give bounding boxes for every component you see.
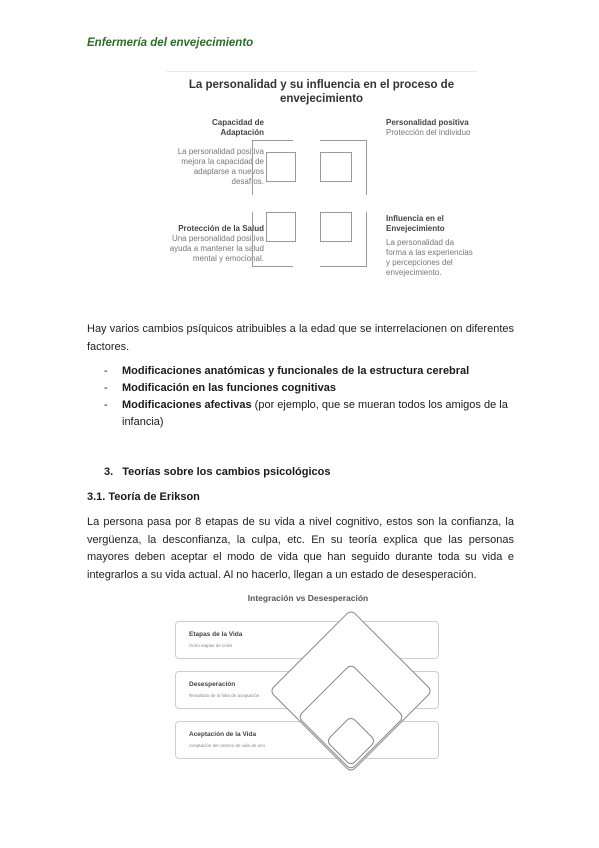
card-title: Etapas de la Vida — [189, 631, 243, 638]
quadrant-title: Capacidad de Adaptación — [211, 118, 264, 137]
bullet-rest: (por ejemplo, que se mueran todos los amigos de la infancia) — [122, 399, 508, 428]
bullet-dash: - — [104, 399, 108, 411]
section-title: Teorías sobre los cambios psicológicos — [122, 466, 331, 478]
quadrant-title: Influencia en el Envejecimiento — [386, 214, 445, 233]
bullet-bold: Modificaciones anatómicas y funcionales de la estructura cerebral — [122, 365, 470, 377]
square-bl — [266, 212, 296, 242]
figure-title: La personalidad y su influencia en el proceso de envejecimiento — [188, 79, 455, 105]
card-desc: Aceptación del camino de vida de uno — [189, 743, 266, 748]
card-desc: Ocho etapas de crisis — [189, 643, 233, 648]
quadrant-bottom-left — [166, 224, 264, 264]
bullet-list — [104, 363, 519, 431]
card-title: Aceptación de la Vida — [189, 731, 257, 738]
section-number: 3. — [104, 466, 114, 478]
figure-title: Integración vs Desesperación — [247, 593, 369, 603]
card-title: Desesperación — [189, 681, 236, 688]
intro-paragraph: Hay varios cambios psíquicos atribuibles a la edad que se interrelacionen on diferentes factores. — [87, 323, 514, 353]
document-header: Enfermería del envejecimiento — [87, 37, 254, 49]
square-tl — [266, 152, 296, 182]
quadrant-top-right — [386, 118, 476, 138]
personality-figure — [166, 70, 477, 298]
quadrant-bottom-right — [386, 214, 474, 278]
quadrant-top-left — [168, 118, 264, 187]
quadrant-title: Personalidad positiva — [386, 118, 469, 127]
section-heading-3 — [104, 466, 331, 478]
list-item — [104, 380, 519, 397]
figure-divider — [166, 71, 477, 72]
erikson-paragraph: La persona pasa por 8 etapas de su vida a nivel cognitivo, estos son la confianza, la vergüenza, la desconfianza, la culpa, etc. En su teoría explica que las personas mayores deben aceptar el modo de vida que han seguido durante toda su vida e integrarlos a su vida actual. Al no hacerlo, llegan a un estado de desesperación. — [87, 516, 514, 581]
section-heading-3-1: 3.1. Teoría de Erikson — [87, 491, 200, 503]
square-tr — [320, 152, 352, 182]
bullet-bold: Modificaciones afectivas — [122, 399, 252, 411]
card-desc: Resultado de la falta de aceptación — [189, 693, 260, 698]
quadrant-graphic — [252, 140, 374, 268]
square-br — [320, 212, 352, 242]
quadrant-desc: La personalidad da forma a las experiencias y percepciones del envejecimiento. — [386, 238, 473, 277]
bullet-dash: - — [104, 382, 108, 394]
list-item — [104, 363, 519, 380]
list-item — [104, 397, 519, 431]
quadrant-desc: Protección del individuo — [386, 128, 471, 137]
integration-figure — [170, 593, 446, 771]
quadrant-desc: Una personalidad positiva ayuda a mantener la salud mental y emocional. — [169, 234, 264, 263]
quadrant-desc: La personalidad positiva mejora la capacidad de adaptarse a nuevos desafíos. — [177, 147, 264, 186]
bullet-dash: - — [104, 365, 108, 377]
quadrant-title: Protección de la Salud — [178, 224, 264, 233]
bullet-bold: Modificación en las funciones cognitivas — [122, 382, 336, 394]
